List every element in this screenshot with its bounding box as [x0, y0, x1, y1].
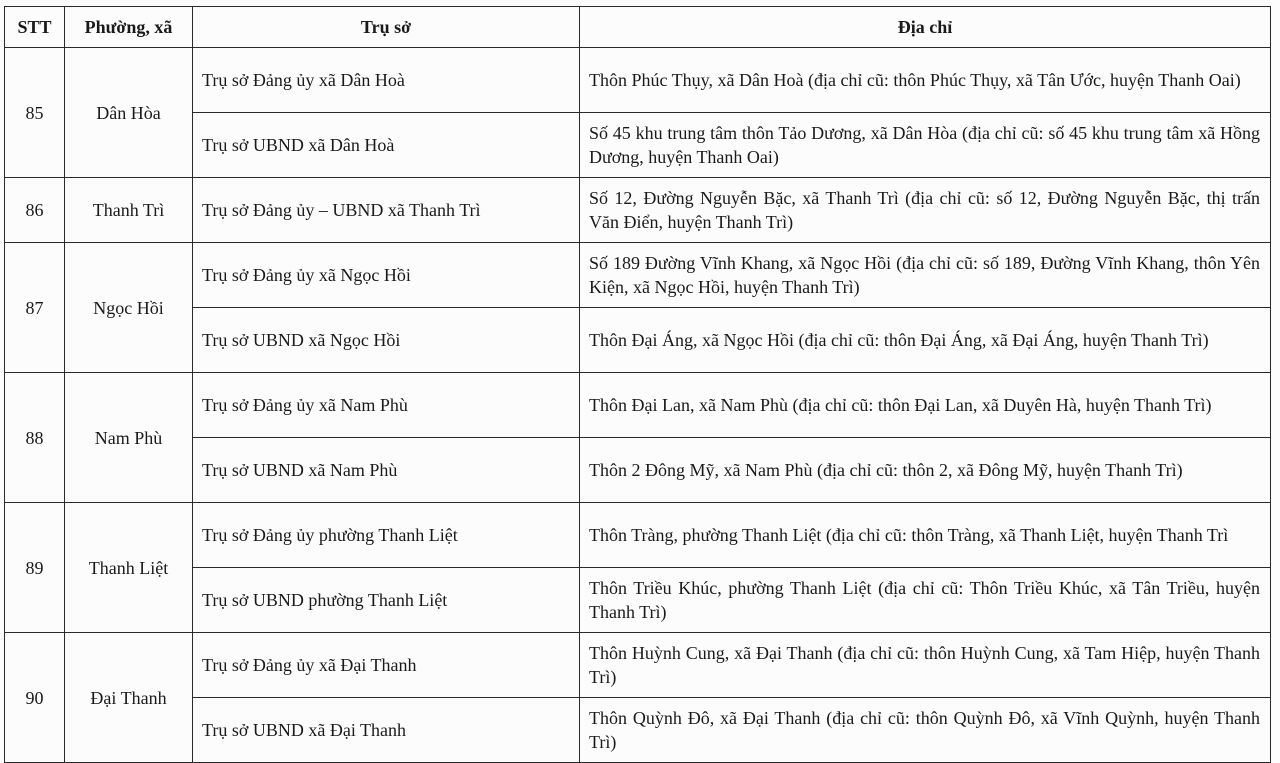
- stt-cell: 88: [5, 373, 65, 503]
- table-row: [5, 633, 1271, 698]
- address-cell: Thôn Huỳnh Cung, xã Đại Thanh (địa chỉ cũ: thôn Huỳnh Cung, xã Tam Hiệp, huyện Thanh Trì): [580, 633, 1271, 698]
- address-cell: Thôn Phúc Thụy, xã Dân Hoà (địa chỉ cũ: thôn Phúc Thụy, xã Tân Ước, huyện Thanh Oai): [580, 48, 1271, 113]
- table-row: [5, 243, 1271, 308]
- ward-cell: Thanh Trì: [65, 178, 193, 243]
- ward-cell: Đại Thanh: [65, 633, 193, 763]
- header-ward: Phường, xã: [65, 7, 193, 48]
- header-office: Trụ sở: [193, 7, 580, 48]
- table-row: [5, 438, 1271, 503]
- stt-cell: 85: [5, 48, 65, 178]
- office-cell: Trụ sở Đảng ủy xã Đại Thanh: [193, 633, 580, 698]
- table-body: [5, 48, 1271, 763]
- ward-cell: Thanh Liệt: [65, 503, 193, 633]
- ward-cell: Nam Phù: [65, 373, 193, 503]
- address-cell: Thôn Triều Khúc, phường Thanh Liệt (địa chỉ cũ: Thôn Triều Khúc, xã Tân Triều, huyện Thanh Trì): [580, 568, 1271, 633]
- stt-cell: 87: [5, 243, 65, 373]
- office-cell: Trụ sở Đảng ủy xã Nam Phù: [193, 373, 580, 438]
- stt-cell: 90: [5, 633, 65, 763]
- table-header: [5, 7, 1271, 48]
- address-cell: Số 45 khu trung tâm thôn Tảo Dương, xã Dân Hòa (địa chỉ cũ: số 45 khu trung tâm xã Hồng Dương, huyện Thanh Oai): [580, 113, 1271, 178]
- table-row: [5, 48, 1271, 113]
- header-row: [5, 7, 1271, 48]
- office-address-table: [4, 6, 1271, 763]
- address-cell: Thôn 2 Đông Mỹ, xã Nam Phù (địa chỉ cũ: thôn 2, xã Đông Mỹ, huyện Thanh Trì): [580, 438, 1271, 503]
- address-cell: Thôn Đại Lan, xã Nam Phù (địa chỉ cũ: thôn Đại Lan, xã Duyên Hà, huyện Thanh Trì): [580, 373, 1271, 438]
- office-cell: Trụ sở Đảng ủy phường Thanh Liệt: [193, 503, 580, 568]
- stt-cell: 86: [5, 178, 65, 243]
- table-row: [5, 373, 1271, 438]
- table-row: [5, 308, 1271, 373]
- stt-cell: 89: [5, 503, 65, 633]
- table-row: [5, 503, 1271, 568]
- table-row: [5, 113, 1271, 178]
- address-cell: Thôn Tràng, phường Thanh Liệt (địa chỉ cũ: thôn Tràng, xã Thanh Liệt, huyện Thanh Trì: [580, 503, 1271, 568]
- header-stt: STT: [5, 7, 65, 48]
- document-page: [4, 6, 1270, 763]
- table-row: [5, 698, 1271, 763]
- address-cell: Thôn Quỳnh Đô, xã Đại Thanh (địa chỉ cũ: thôn Quỳnh Đô, xã Vĩnh Quỳnh, huyện Thanh Trì): [580, 698, 1271, 763]
- address-cell: Thôn Đại Áng, xã Ngọc Hồi (địa chỉ cũ: thôn Đại Áng, xã Đại Áng, huyện Thanh Trì): [580, 308, 1271, 373]
- address-cell: Số 189 Đường Vĩnh Khang, xã Ngọc Hồi (địa chỉ cũ: số 189, Đường Vĩnh Khang, thôn Yên Kiện, xã Ngọc Hồi, huyện Thanh Trì): [580, 243, 1271, 308]
- office-cell: Trụ sở UBND xã Dân Hoà: [193, 113, 580, 178]
- office-cell: Trụ sở UBND xã Ngọc Hồi: [193, 308, 580, 373]
- header-address: Địa chỉ: [580, 7, 1271, 48]
- table-row: [5, 178, 1271, 243]
- office-cell: Trụ sở UBND xã Đại Thanh: [193, 698, 580, 763]
- address-cell: Số 12, Đường Nguyễn Bặc, xã Thanh Trì (địa chỉ cũ: số 12, Đường Nguyễn Bặc, thị trấn Văn Điển, huyện Thanh Trì): [580, 178, 1271, 243]
- office-cell: Trụ sở UBND phường Thanh Liệt: [193, 568, 580, 633]
- ward-cell: Dân Hòa: [65, 48, 193, 178]
- office-cell: Trụ sở Đảng ủy xã Dân Hoà: [193, 48, 580, 113]
- office-cell: Trụ sở UBND xã Nam Phù: [193, 438, 580, 503]
- office-cell: Trụ sở Đảng ủy – UBND xã Thanh Trì: [193, 178, 580, 243]
- ward-cell: Ngọc Hồi: [65, 243, 193, 373]
- office-cell: Trụ sở Đảng ủy xã Ngọc Hồi: [193, 243, 580, 308]
- table-row: [5, 568, 1271, 633]
